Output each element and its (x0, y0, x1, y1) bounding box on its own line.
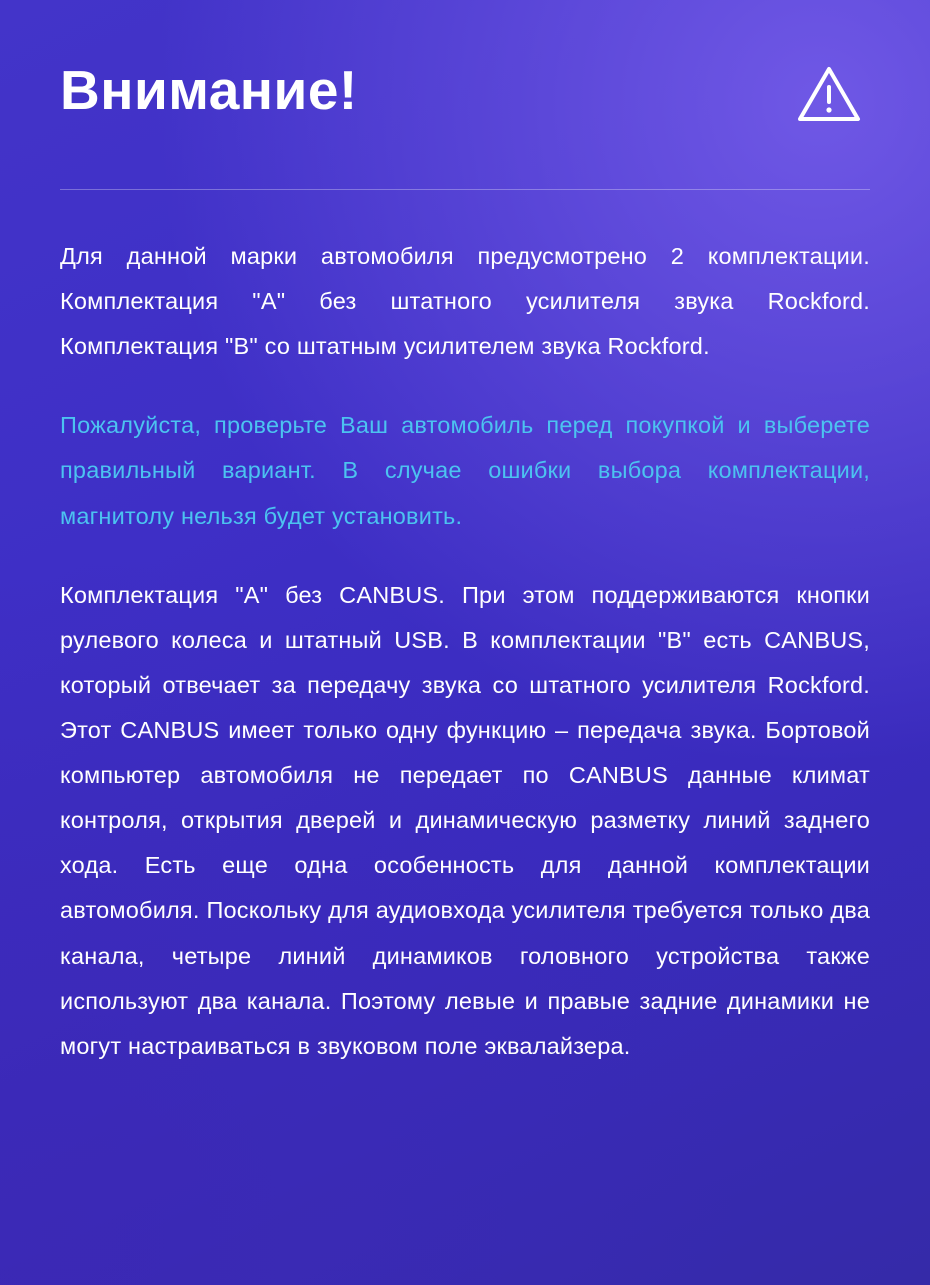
notice-body (60, 234, 870, 1069)
paragraph-intro: Для данной марки автомобиля предусмотрено 2 комплектации. Комплектация "A" без штатного усилителя звука Rockford. Комплектация "B" со штатным усилителем звука Rockford. (60, 243, 870, 360)
paragraph-details: Комплектация "A" без CANBUS. При этом поддерживаются кнопки рулевого колеса и штатный USB. В комплектации "B" есть CANBUS, который отвечает за передачу звука со штатного усилителя Rockford. Этот CANBUS имеет только одну функцию – передача звука. Бортовой компьютер автомобиля не передает по CANBUS данные климат контроля, открытия дверей и динамическую разметку линий заднего хода. Есть еще одна особенность для данной комплектации автомобиля. Поскольку для аудиовхода усилителя требуется только два канала, четыре линий динамиков головного устройства также используют два канала. Поэтому левые и правые задние динамики не могут настраиваться в звуковом поле эквалайзера. (60, 581, 870, 1059)
paragraph-warning-highlight: Пожалуйста, проверьте Ваш автомобиль перед покупкой и выберете правильный вариант. В случае ошибки выбора комплектации, магнитолу нельзя будет установить. (60, 412, 870, 529)
page-title: Внимание! (60, 59, 358, 121)
header-divider (60, 189, 870, 190)
warning-triangle-icon (796, 64, 862, 129)
page-header (60, 58, 870, 129)
